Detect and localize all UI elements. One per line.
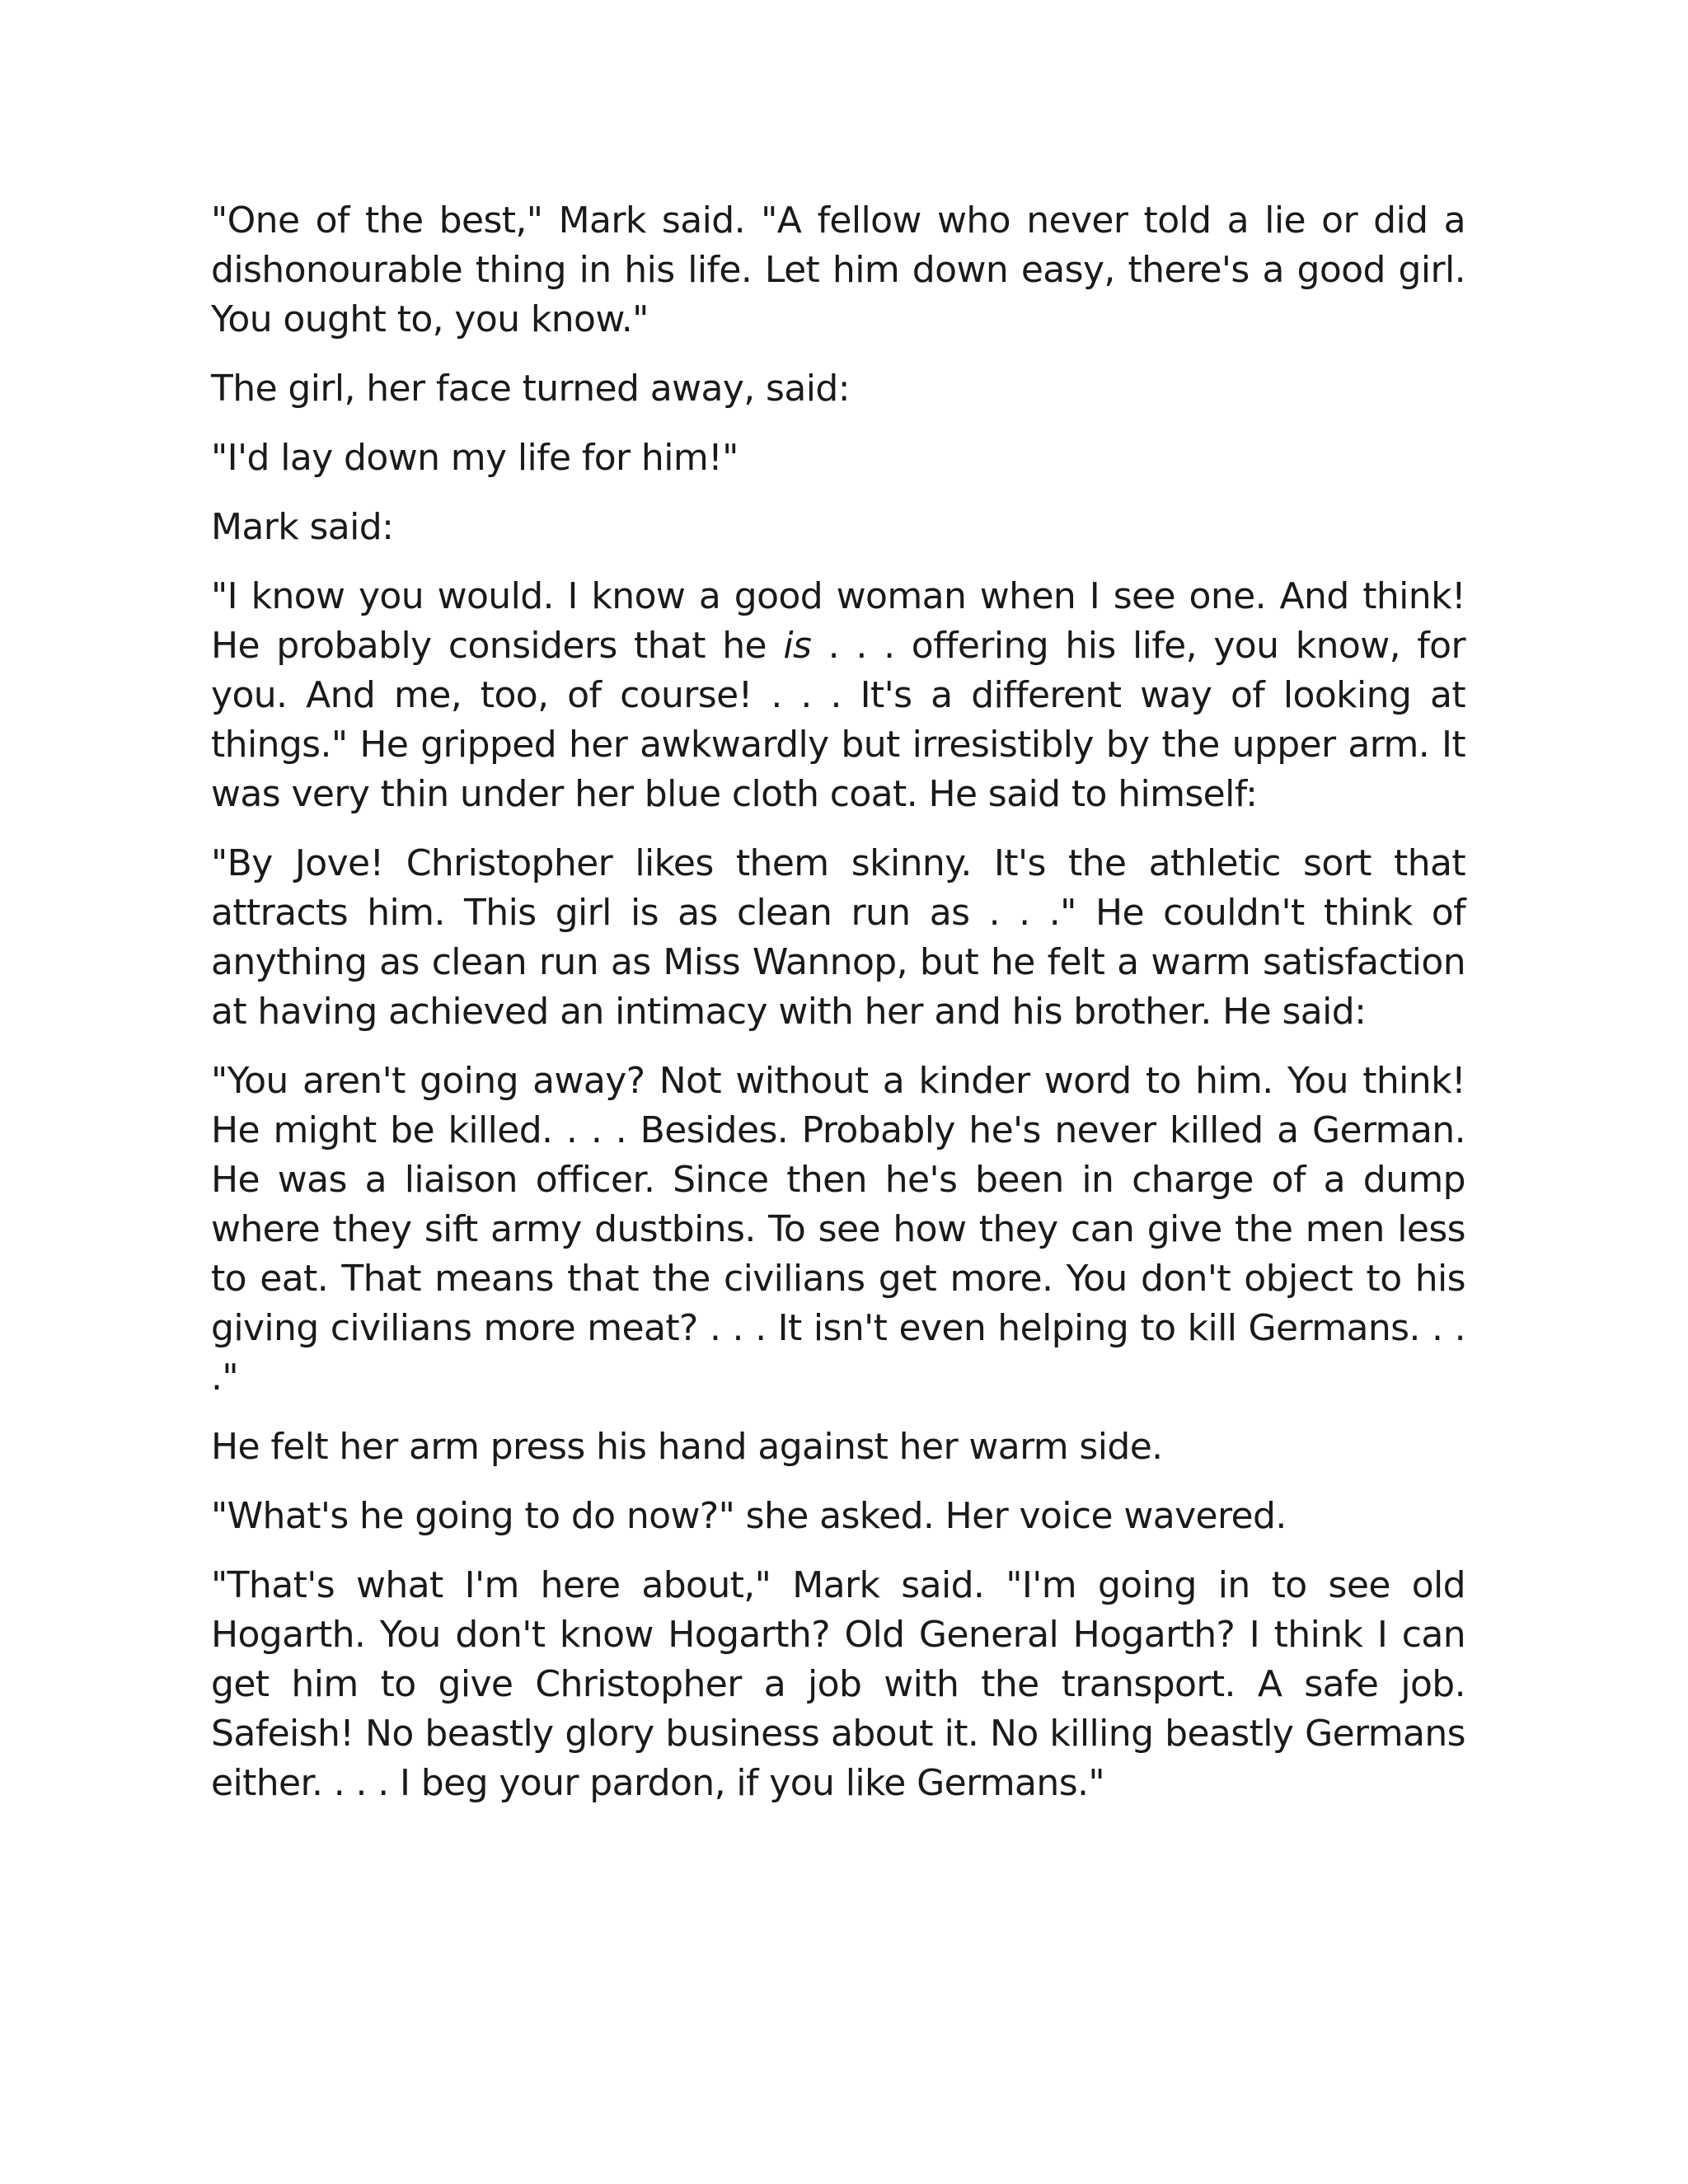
paragraph-2: The girl, her face turned away, said: <box>211 368 850 410</box>
paragraph-1: "One of the best," Mark said. "A fellow who never told a lie or did a dishonourable thing in his life. Let him down easy, there's a good girl. You ought to, you know." <box>211 199 1465 340</box>
paragraph-5 <box>211 572 1465 819</box>
paragraph-5-part-2: . . . offering his life, you know, for you. And me, too, of course! . . . It's a different way of looking at things." He gripped her awkwardly but irresistibly by the upper arm. It was very thin under her blue cloth coat. He said to himself: <box>211 625 1465 815</box>
paragraph-3: "I'd lay down my life for him!" <box>211 437 738 479</box>
paragraph-8: He felt her arm press his hand against her warm side. <box>211 1426 1163 1468</box>
paragraph-4: Mark said: <box>211 506 394 548</box>
paragraph-9: "What's he going to do now?" she asked. Her voice wavered. <box>211 1495 1287 1537</box>
paragraph-5-emphasis: is <box>783 625 812 667</box>
paragraph-5-part-1: "I know you would. I know a good woman when I see one. And think! He probably considers that he <box>211 575 1465 667</box>
paragraph-7: "You aren't going away? Not without a kinder word to him. You think! He might be killed. . . . Besides. Probably he's never killed a German. He was a liaison officer. Since then he's been in charge of a dump where they sift army dustbins. To see how they can give the men less to eat. That means that the civilians get more. You don't object to his giving civilians more meat? . . . It isn't even helping to kill Germans. . . ." <box>211 1060 1465 1399</box>
body-text <box>211 196 1465 1828</box>
paragraph-6: "By Jove! Christopher likes them skinny. It's the athletic sort that attracts him. This girl is as clean run as . . ." He couldn't think of anything as clean run as Miss Wannop, but he felt a warm satisfaction at having achieved an intimacy with her and his brother. He said: <box>211 842 1465 1033</box>
paragraph-10: "That's what I'm here about," Mark said. "I'm going in to see old Hogarth. You don't know Hogarth? Old General Hogarth? I think I can get him to give Christopher a job with the transport. A safe job. Safeish! No beastly glory business about it. No killing beastly Germans either. . . . I beg your pardon, if you like Germans." <box>211 1564 1465 1804</box>
